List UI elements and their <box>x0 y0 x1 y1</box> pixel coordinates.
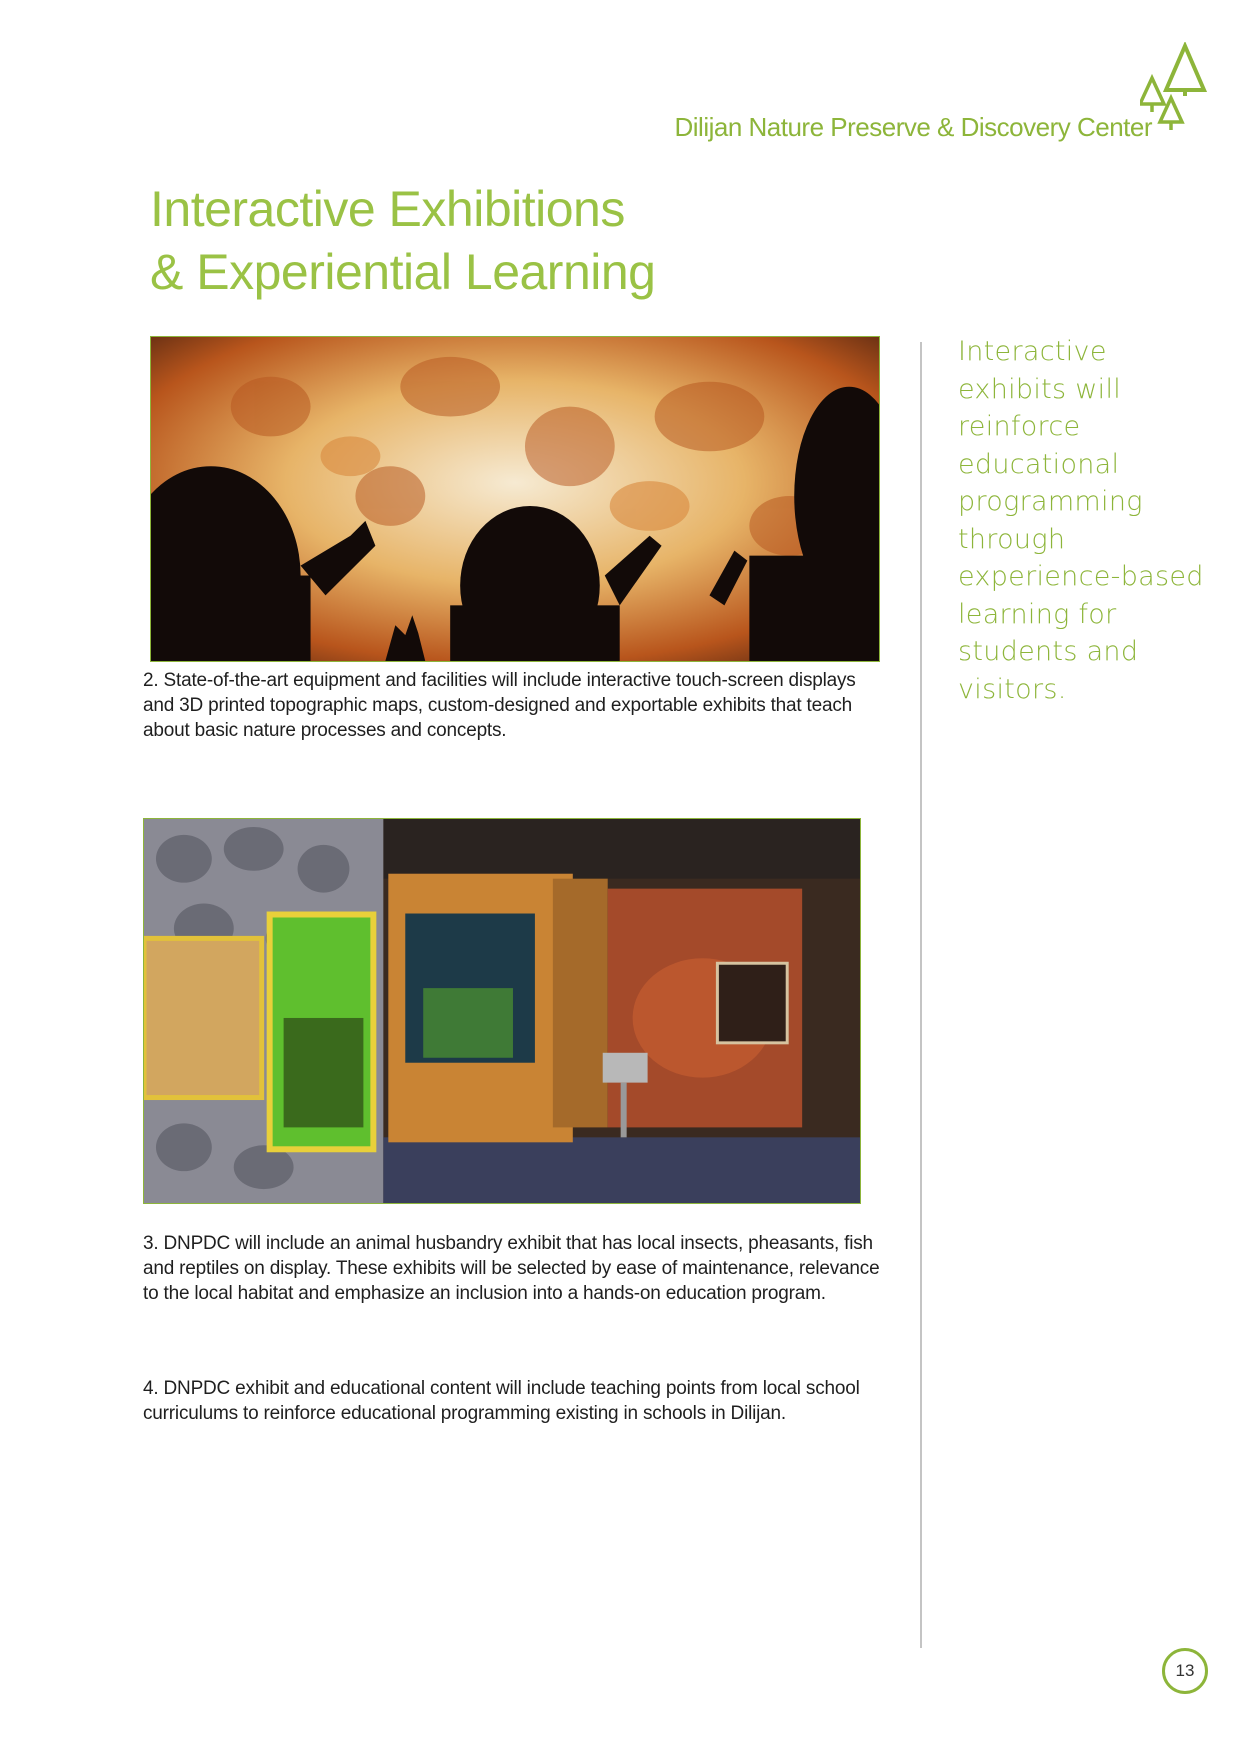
animal-exhibit-hall-photo <box>143 818 861 1204</box>
column-divider <box>920 342 922 1648</box>
caption-item-3: 3. DNPDC will include an animal husbandry exhibit that has local insects, pheasants, fish and reptiles on display. These exhibits will be selected by ease of maintenance, relevance to the local habitat and emphasize an inclusion into a hands-on education program. <box>143 1233 880 1304</box>
tree-triangles-icon <box>1140 42 1208 134</box>
page-title <box>150 178 656 304</box>
page-title-line-2: & Experiential Learning <box>150 244 656 300</box>
sidebar-pull-quote: Interactive exhibits will reinforce educational programming through experience-based learning for students and visitors. <box>958 336 1204 705</box>
cave-wall-projection-photo <box>150 336 880 662</box>
caption-item-4: 4. DNPDC exhibit and educational content will include teaching points from local school curriculums to reinforce educational programming existing in schools in Dilijan. <box>143 1378 860 1424</box>
organization-name: Dilijan Nature Preserve & Discovery Center <box>674 112 1152 142</box>
caption-item-2: 2. State-of-the-art equipment and facilities will include interactive touch-screen displays and 3D printed topographic maps, custom-designed and exportable exhibits that teach about basic nature processes and concepts. <box>143 670 856 741</box>
page-title-line-1: Interactive Exhibitions <box>150 181 625 237</box>
page-number: 13 <box>1162 1648 1208 1694</box>
